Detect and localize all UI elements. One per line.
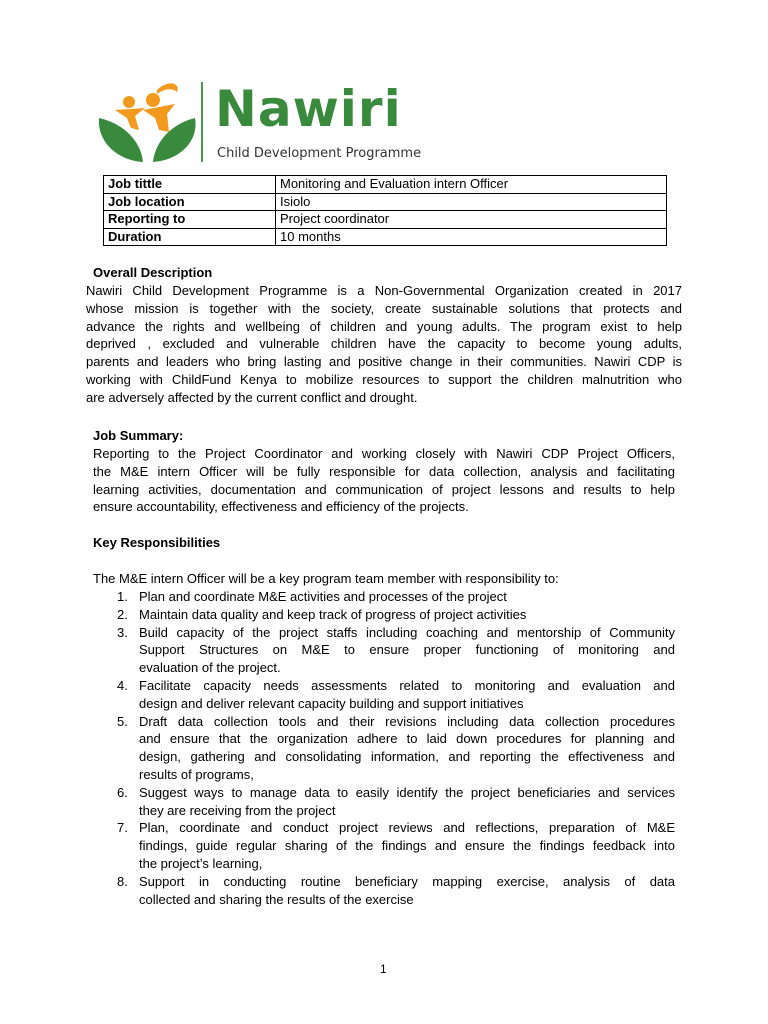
- text-line: Facilitate capacity needs assessments related to monitoring and evaluation and: [139, 677, 675, 693]
- list-number: 2.: [117, 606, 128, 622]
- text-line: they are receiving from the project: [139, 802, 336, 818]
- list-item: [117, 624, 675, 677]
- info-row: [104, 176, 667, 194]
- list-item: [117, 713, 675, 784]
- text-line: Reporting to the Project Coordinator and working closely with Nawiri CDP Project Officers,: [93, 446, 675, 461]
- logo-wordmark: Nawiri: [215, 80, 402, 138]
- text-line: collected and sharing the results of the exercise: [139, 891, 414, 907]
- info-value: Project coordinator: [276, 211, 667, 229]
- text-line: Build capacity of the project staffs including coaching and mentorship of Community: [139, 624, 675, 640]
- list-item: [117, 873, 675, 909]
- info-value: Monitoring and Evaluation intern Officer: [276, 176, 667, 194]
- info-value: 10 months: [276, 228, 667, 246]
- responsibilities-intro: The M&E intern Officer will be a key program team member with responsibility to:: [93, 571, 559, 586]
- list-item: [117, 588, 675, 606]
- text-line: whose mission is together with the society, create sustainable solutions that protects and: [86, 300, 682, 316]
- list-item: [117, 819, 675, 872]
- text-line: the M&E intern Officer will be fully responsible for data collection, analysis and facilitating: [93, 463, 675, 479]
- info-label: Duration: [104, 228, 276, 246]
- info-label: Job tittle: [104, 176, 276, 194]
- text-line: Support in conducting routine beneficiary mapping exercise, analysis of data: [139, 873, 675, 889]
- list-item: [117, 606, 675, 624]
- children-leaves-icon: [95, 80, 205, 165]
- text-line: evaluation of the project.: [139, 660, 281, 676]
- job-info-table: [103, 175, 667, 246]
- text-line: Plan and coordinate M&E activities and processes of the project: [139, 589, 507, 604]
- logo-subtitle: Child Development Programme: [217, 146, 422, 161]
- text-line: are adversely affected by the current conflict and drought.: [86, 389, 418, 405]
- text-line: ensure accountability, effectiveness and efficiency of the projects.: [93, 499, 469, 515]
- list-number: 7.: [117, 820, 128, 836]
- nawiri-logo: [95, 80, 445, 165]
- text-line: and ensure that the organization adhere to laid down procedures for planning and: [139, 731, 675, 747]
- list-number: 4.: [117, 677, 128, 693]
- list-item: [117, 677, 675, 713]
- info-label: Reporting to: [104, 211, 276, 229]
- responsibilities-heading: Key Responsibilities: [93, 535, 221, 550]
- job-summary: [93, 445, 675, 516]
- text-line: Suggest ways to manage data to easily identify the project beneficiaries and services: [139, 784, 675, 800]
- page-number: 1: [380, 962, 387, 976]
- list-number: 5.: [117, 713, 128, 729]
- summary-heading: Job Summary:: [93, 428, 184, 443]
- text-line: parents and leaders who bring lasting and positive change in their communities. Nawiri CDP is: [86, 354, 682, 370]
- text-line: Nawiri Child Development Programme is a Non-Governmental Organization created in 2017: [86, 283, 682, 298]
- text-line: design, gathering and consolidating information, and reporting the effectiveness and: [139, 749, 675, 765]
- info-row: [104, 193, 667, 211]
- list-number: 1.: [117, 589, 128, 604]
- text-line: learning activities, documentation and communication of project lessons and results to help: [93, 481, 675, 497]
- list-item: [117, 784, 675, 820]
- list-number: 3.: [117, 624, 128, 640]
- text-line: Plan, coordinate and conduct project reviews and reflections, preparation of M&E: [139, 820, 675, 836]
- text-line: working with ChildFund Kenya to mobilize resources to support the children malnutrition who: [86, 371, 682, 387]
- text-line: design and deliver relevant capacity building and support initiatives: [139, 695, 524, 711]
- info-value: Isiolo: [276, 193, 667, 211]
- logo-divider: [201, 82, 203, 162]
- responsibilities-list: [117, 588, 675, 908]
- list-number: 6.: [117, 784, 128, 800]
- overall-description: [86, 282, 682, 407]
- info-label: Job location: [104, 193, 276, 211]
- text-line: Maintain data quality and keep track of progress of project activities: [139, 606, 527, 622]
- text-line: Draft data collection tools and their revisions including data collection procedures: [139, 713, 675, 729]
- text-line: the project’s learning,: [139, 855, 263, 871]
- text-line: deprived , excluded and vulnerable children have the capacity to become young adults,: [86, 336, 682, 352]
- overall-heading: Overall Description: [93, 265, 213, 280]
- text-line: Support Structures on M&E to ensure proper functioning of monitoring and: [139, 642, 675, 658]
- info-row: [104, 228, 667, 246]
- list-number: 8.: [117, 873, 128, 889]
- text-line: results of programs,: [139, 766, 254, 782]
- text-line: findings, guide regular sharing of the findings and ensure the findings feedback into: [139, 838, 675, 854]
- text-line: advance the rights and wellbeing of children and young adults. The program exist to help: [86, 318, 682, 334]
- info-row: [104, 211, 667, 229]
